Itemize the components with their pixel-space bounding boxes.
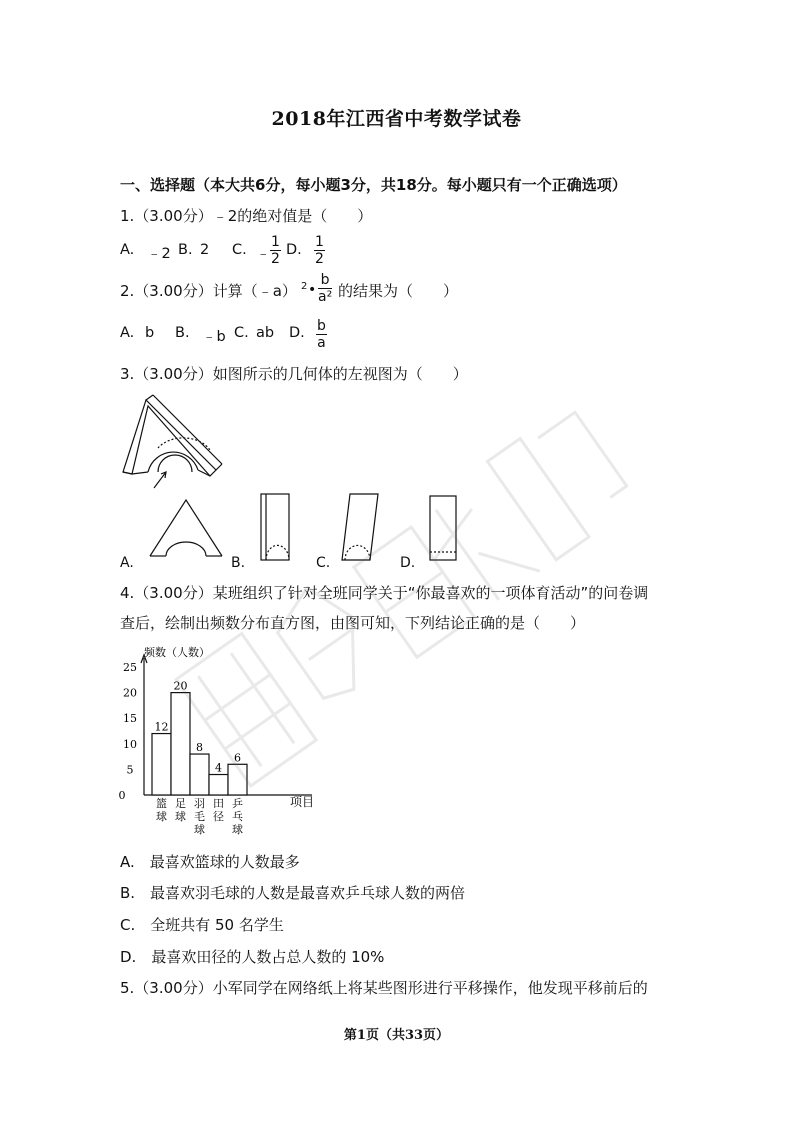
section-heading: 一、选择题（本大共6分，每小题3分，共18分。每小题只有一个正确选项） bbox=[120, 176, 627, 194]
q1-option-c-fraction bbox=[270, 234, 281, 267]
q1-option-c-sign: ﹣ bbox=[256, 246, 271, 262]
chart-xlabel: 项目 bbox=[290, 795, 315, 809]
category-label: 羽 bbox=[194, 797, 205, 810]
q4-option-d: D. 最喜欢田径的人数占总人数的 10% bbox=[120, 948, 385, 966]
q1-option-b-value: 2 bbox=[200, 242, 210, 258]
category-label: 田 bbox=[213, 797, 224, 810]
q2-option-b-label: B. bbox=[175, 325, 190, 341]
question-2-prefix: 2.（3.00分）计算（﹣a） bbox=[120, 282, 297, 300]
q1-d-numerator: 1 bbox=[315, 234, 324, 250]
bar-value-label: 12 bbox=[154, 720, 169, 734]
y-tick-label: 0 bbox=[118, 789, 126, 802]
bar-value-label: 20 bbox=[173, 679, 188, 693]
question-1-text: 1.（3.00分）﹣2的绝对值是（ ） bbox=[120, 207, 373, 225]
q4-option-c: C. 全班共有 50 名学生 bbox=[120, 916, 284, 934]
q2-option-a-value: b bbox=[145, 325, 155, 341]
q3-option-c-label: C. bbox=[316, 555, 331, 571]
q2-dot: • bbox=[308, 282, 317, 298]
q2-option-a-label: A. bbox=[120, 325, 135, 341]
q2-exponent: 2 bbox=[301, 281, 308, 292]
q1-option-a-label: A. bbox=[120, 242, 135, 258]
q2-fraction bbox=[318, 272, 332, 305]
y-tick-label: 15 bbox=[123, 712, 137, 726]
q2-numerator: b bbox=[318, 272, 332, 289]
y-tick-label: 20 bbox=[123, 686, 137, 700]
q1-c-denominator: 2 bbox=[271, 251, 280, 267]
q3-option-b-label: B. bbox=[231, 555, 246, 571]
q2-d-numerator: b bbox=[317, 318, 326, 334]
q2-option-d-fraction bbox=[316, 318, 327, 351]
q2-option-c-label: C. bbox=[234, 325, 249, 341]
q2-denominator: a² bbox=[318, 289, 333, 305]
category-label: 球 bbox=[175, 810, 186, 823]
question-2-suffix: 的结果为（ ） bbox=[338, 282, 459, 300]
question-4-line-2: 查后，绘制出频数分布直方图，由图可知，下列结论正确的是（ ） bbox=[120, 614, 586, 632]
q4-option-b: B. 最喜欢羽毛球的人数是最喜欢乒乓球人数的两倍 bbox=[120, 884, 466, 902]
q3-option-a-label: A. bbox=[120, 555, 134, 571]
bar-value-label: 6 bbox=[234, 751, 241, 765]
q1-option-c-label: C. bbox=[232, 242, 247, 258]
q2-option-b-value: ﹣b bbox=[202, 329, 226, 345]
category-label: 径 bbox=[213, 810, 224, 823]
y-tick-label: 25 bbox=[123, 661, 137, 674]
y-tick-label: 5 bbox=[126, 763, 134, 777]
q2-option-c-value: ab bbox=[256, 325, 275, 341]
q2-option-d-label: D. bbox=[289, 325, 305, 341]
category-label: 球 bbox=[194, 823, 205, 836]
page-title: 2018年江西省中考数学试卷 bbox=[271, 108, 522, 130]
question-5-text: 5.（3.00分）小军同学在网络纸上将某些图形进行平移操作，他发现平移前后的 bbox=[120, 979, 648, 997]
watermark-graphic bbox=[150, 380, 670, 810]
q1-c-numerator: 1 bbox=[271, 234, 280, 250]
bar-value-label: 4 bbox=[215, 761, 222, 775]
bar-value-label: 8 bbox=[196, 741, 203, 755]
chart-ylabel: 频数（人数） bbox=[144, 646, 210, 659]
category-label: 足 bbox=[175, 797, 186, 810]
y-tick-label: 10 bbox=[123, 737, 137, 751]
q1-option-a-value: ﹣2 bbox=[147, 246, 171, 262]
category-label: 毛 bbox=[194, 810, 205, 823]
page-footer: 第1页（共33页） bbox=[343, 1028, 450, 1043]
category-label: 乓 bbox=[232, 810, 243, 823]
q1-d-denominator: 2 bbox=[315, 251, 324, 267]
q3-option-d-label: D. bbox=[400, 555, 416, 571]
q1-option-d-fraction bbox=[314, 234, 325, 267]
q1-option-d-label: D. bbox=[286, 242, 302, 258]
question-3-text: 3.（3.00分）如图所示的几何体的左视图为（ ） bbox=[120, 365, 468, 383]
q1-option-b-label: B. bbox=[178, 242, 193, 258]
category-label: 球 bbox=[156, 810, 167, 823]
q4-option-a: A. 最喜欢篮球的人数最多 bbox=[120, 853, 300, 871]
question-4-line-1: 4.（3.00分）某班组织了针对全班同学关于“你最喜欢的一项体育活动”的问卷调 bbox=[120, 584, 649, 602]
category-label: 球 bbox=[232, 823, 243, 836]
q2-d-denominator: a bbox=[317, 335, 326, 351]
category-label: 乒 bbox=[232, 797, 243, 810]
category-label: 篮 bbox=[156, 797, 167, 810]
